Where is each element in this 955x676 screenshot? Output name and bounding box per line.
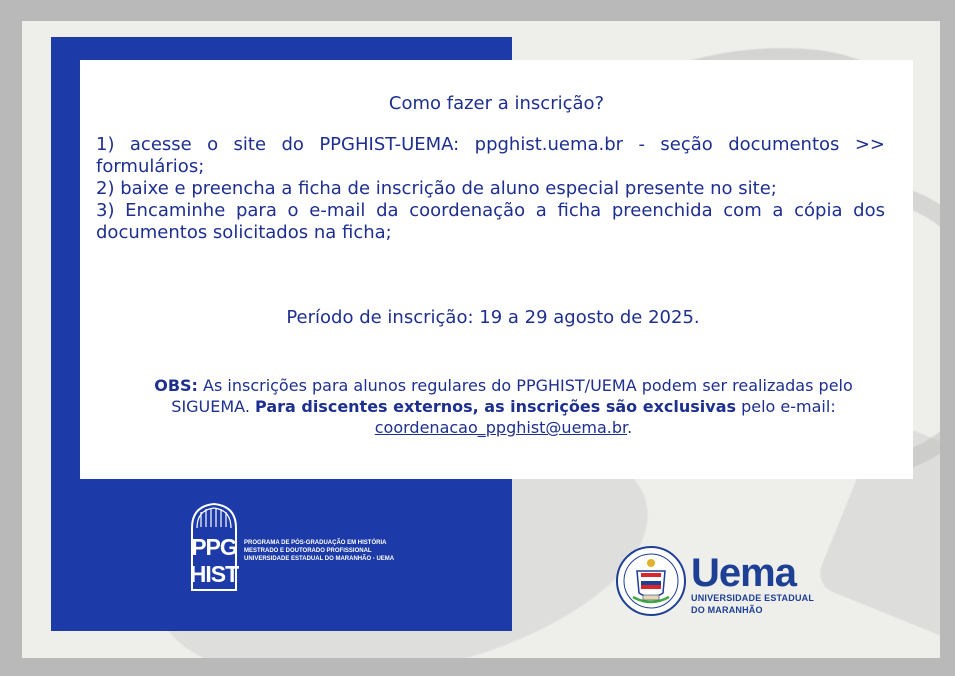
obs-text: pelo e-mail:	[736, 397, 836, 416]
obs-label: OBS:	[154, 376, 198, 395]
obs-bold-text: Para discentes externos, as inscrições são exclusivas	[255, 397, 737, 416]
card-title: Como fazer a inscrição?	[388, 93, 605, 114]
email-link[interactable]: coordenacao_ppghist@uema.br	[374, 418, 628, 437]
obs-end: .	[627, 418, 633, 437]
step-item: 2) baixe e preencha a ficha de inscrição de aluno especial presente no site;	[96, 178, 777, 199]
registration-period: Período de inscrição: 19 a 29 agosto de 2025.	[286, 307, 700, 328]
ppg-line: UNIVERSIDADE ESTADUAL DO MARANHÃO - UEMA	[244, 556, 395, 562]
uema-subtitle-line: UNIVERSIDADE ESTADUAL	[691, 593, 815, 603]
ppg-mark-text-bottom: HIST	[189, 561, 239, 587]
obs-text: As inscrições para alunos regulares do PPGHIST/UEMA podem ser realizadas pelo SIGUEMA.	[171, 376, 853, 416]
obs-note	[116, 375, 891, 438]
uema-subtitle-line: DO MARANHÃO	[691, 605, 763, 615]
ppg-line: PROGRAMA DE PÓS-GRADUAÇÃO EM HISTÓRIA	[244, 540, 387, 546]
ppghist-logo	[186, 500, 242, 595]
uema-subtitle	[691, 592, 814, 616]
ppghist-text	[244, 539, 424, 563]
steps-list	[96, 134, 885, 244]
uema-seal-icon	[615, 545, 687, 617]
ppg-line: MESTRADO E DOUTORADO PROFISSIONAL	[244, 548, 372, 554]
uema-brand	[691, 553, 831, 617]
info-card	[80, 60, 913, 479]
step-item: 1) acesse o site do PPGHIST-UEMA: ppghist.uema.br - seção documentos >> formulários;	[96, 134, 885, 177]
uema-wordmark: Uema	[691, 551, 796, 595]
step-item: 3) Encaminhe para o e-mail da coordenação a ficha preenchida com a cópia dos documentos solicitados na ficha;	[96, 200, 885, 243]
ppg-mark-text-top: PPG	[191, 534, 237, 560]
